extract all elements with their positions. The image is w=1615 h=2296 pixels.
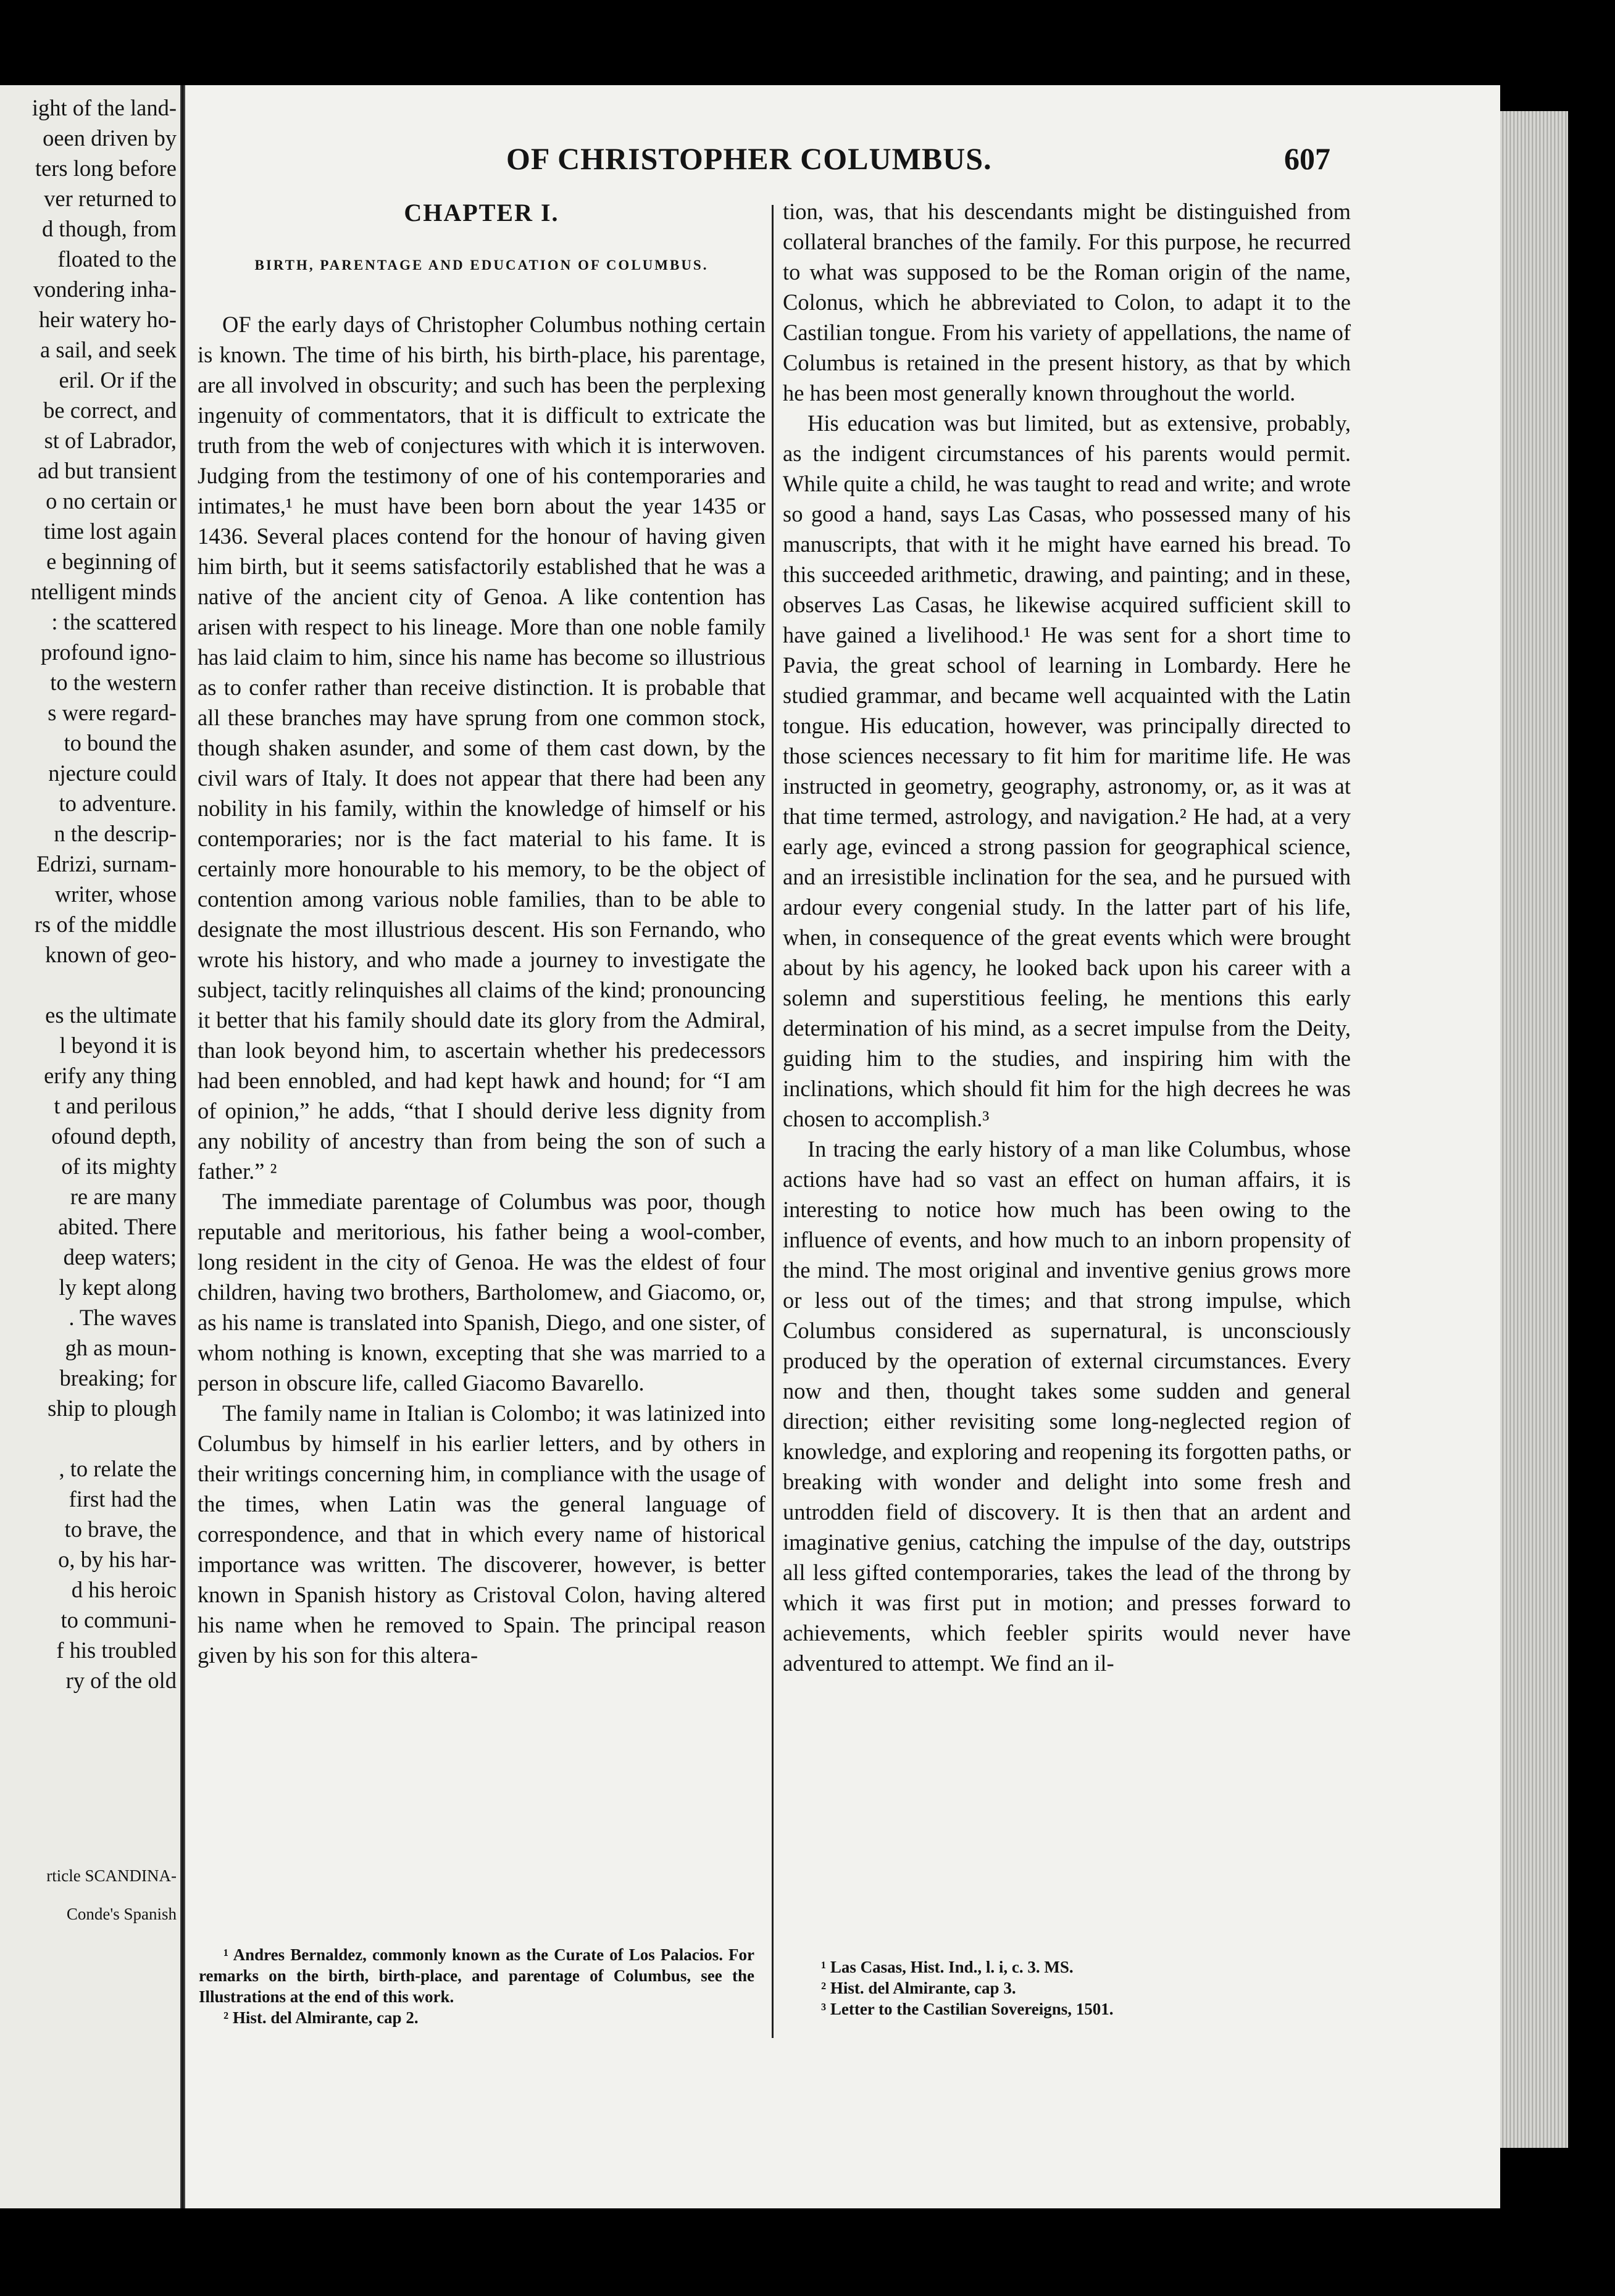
previous-page-line: deep waters; bbox=[63, 1244, 177, 1270]
footnotes-right bbox=[796, 1957, 1352, 2019]
paragraph: His education was but limited, but as extensive, probably, as the indigent circumstances of his parents would permit. While quite a child, he was taught to read and write; and wrote so good a hand, says Las Casas, who possessed many of his manuscripts, that with it he might have earned his bread. To this succeeded arithmetic, drawing, and painting; and in these, observes Las Casas, he likewise acquired sufficient skill to have gained a livelihood.¹ He was sent for a short time to Pavia, the great school of learning in Lombardy. Here he studied grammar, and became well acquainted with the Latin tongue. His education, however, was principally directed to those sciences necessary to fit him for maritime life. He was instructed in geometry, geography, astronomy, or, as it was at that time termed, astrology, and navigation.² He had, at a very early age, evinced a strong passion for geographical science, and an irresistible inclination for the sea, and he pursued with ardour every congenial study. In the latter part of his life, when, in consequence of the great events which were brought about by his agency, he looked back upon his career with a solemn and superstitious feeling, he mentions this early determination of his mind, as a secret impulse from the Deity, guiding him to the studies, and inspiring him with the inclinations, which should fit him for the high decrees he was chosen to accomplish.³ bbox=[783, 410, 1351, 1131]
text-column-right bbox=[783, 196, 1351, 1678]
previous-page-line: es the ultimate bbox=[45, 1002, 177, 1028]
column-rule bbox=[772, 205, 774, 2038]
previous-page-gap bbox=[0, 1423, 177, 1454]
previous-page-line: ver returned to bbox=[44, 186, 177, 211]
paragraph: OF the early days of Christopher Columbus nothing certain is known. The time of his birth, his birth-place, his parentage, are all involved in obscurity; and such has been the perplexing ingenuity of commentators, that it is difficult to extricate the truth from the web of conjectures with which it is interwoven. Judging from the testimony of one of his contemporaries and intimates,¹ he must have been born about the year 1435 or 1436. Several places contend for the honour of having given him birth, but it seems satisfactorily established that he was a native of the ancient city of Genoa. A like contention has arisen with respect to his lineage. More than one noble family has laid claim to him, since his name has become so illustrious as to confer rather than receive distinction. It is probable that all these branches may have sprung from one common stock, though shaken asunder, and some of them cast down, by the civil wars of Italy. It does not appear that there had been any nobility in his family, within the knowledge of himself or his contemporaries; nor is the fact material to his fame. It is certainly more honourable to his memory, to be the object of contention among various noble families, than to be able to designate the most illustrious descent. His son Fernando, who wrote his history, and who made a journey to investigate the subject, tacitly relinquishes all claims of the kind; pronouncing it better that his family should date its glory from the Admiral, than look beyond him, to ascertain whether his predecessors had been ennobled, and had kept hawk and hound; for “I am of opinion,” he adds, “that I should derive less dignity from any nobility of ancestry than from being the son of such a father.” ² bbox=[198, 312, 766, 1184]
previous-page-line: vondering inha- bbox=[33, 277, 177, 302]
previous-page-line: ntelligent minds bbox=[30, 579, 177, 604]
previous-page-line: a sail, and seek bbox=[40, 337, 177, 362]
previous-page-line: gh as moun- bbox=[65, 1335, 177, 1360]
previous-page-line: ight of the land- bbox=[31, 95, 177, 120]
previous-page-line: ters long before bbox=[35, 156, 177, 181]
previous-page-line: abited. There bbox=[58, 1214, 177, 1239]
footnote: ² Hist. del Almirante, cap 3. bbox=[821, 1979, 1016, 1997]
previous-page-line: o no certain or bbox=[46, 488, 177, 514]
previous-page-line: breaking; for bbox=[59, 1365, 177, 1391]
paragraph: The family name in Italian is Colombo; it was latinized into Columbus by himself in his earlier letters, and by others in their writings concerning him, in compliance with the usage of the times, when Latin was the general language of correspondence, and that in which every name of historical importance was written. The discoverer, however, is better known in Spanish history as Cristoval Colon, having altered his name when he removed to Spain. The principal reason given by his son for this altera- bbox=[198, 1400, 766, 1668]
previous-page-line: time lost again bbox=[44, 518, 177, 544]
previous-page-line: profound igno- bbox=[41, 639, 177, 665]
running-head-title: OF CHRISTOPHER COLUMBUS. bbox=[506, 141, 992, 176]
previous-page-line: floated to the bbox=[57, 246, 177, 272]
previous-page-line: to communi- bbox=[61, 1607, 177, 1633]
previous-page-line: to bound the bbox=[64, 730, 177, 755]
previous-page-gap bbox=[0, 970, 177, 1000]
page-number: 607 bbox=[1284, 141, 1330, 176]
previous-page-line: erify any thing bbox=[44, 1063, 177, 1088]
paragraph: The immediate parentage of Columbus was poor, though reputable and meritorious, his father being a wool-comber, long resident in the city of Genoa. He was the eldest of four children, having two brothers, Bartholomew, and Giacomo, or, as his name is translated into Spanish, Diego, and one sister, of whom nothing is known, excepting that she was married to a person in obscure life, called Giacomo Bavarello. bbox=[198, 1189, 766, 1395]
previous-page-line: . The waves bbox=[69, 1305, 177, 1330]
footnote: ¹ Las Casas, Hist. Ind., l. i, c. 3. MS. bbox=[821, 1958, 1074, 1976]
previous-page-line: e beginning of bbox=[46, 549, 177, 574]
previous-page-line: ad but transient bbox=[37, 458, 177, 483]
previous-page-text bbox=[0, 93, 177, 1695]
previous-page-line: writer, whose bbox=[54, 881, 177, 907]
page-edges bbox=[1500, 111, 1568, 2148]
previous-page-line: st of Labrador, bbox=[44, 428, 177, 453]
chapter-title: CHAPTER I. bbox=[404, 199, 559, 227]
previous-page-line: to brave, the bbox=[64, 1516, 177, 1542]
paragraph: tion, was, that his descendants might be distinguished from collateral branches of the family. For this purpose, he recurred to what was supposed to be the Roman origin of the name, Colonus, which he abbreviated to Colon, to adapt it to the Castilian tongue. From his variety of appellations, the name of Columbus is retained in the present history, as that by which he has been most generally known throughout the world. bbox=[783, 199, 1351, 406]
previous-page-line: l beyond it is bbox=[59, 1033, 177, 1058]
previous-page-line: heir watery ho- bbox=[39, 307, 177, 332]
chapter-subtitle: BIRTH, PARENTAGE AND EDUCATION OF COLUMBUS. bbox=[254, 257, 709, 273]
previous-page-line: rs of the middle bbox=[34, 912, 177, 937]
previous-page-line: known of geo- bbox=[45, 942, 177, 967]
previous-page-line: ship to plough bbox=[48, 1395, 177, 1421]
previous-page-line: be correct, and bbox=[43, 397, 177, 423]
previous-page-line: n the descrip- bbox=[54, 821, 177, 846]
previous-page-line: njecture could bbox=[48, 760, 177, 786]
previous-page-line: Edrizi, surnam- bbox=[36, 851, 177, 876]
paragraph: In tracing the early history of a man like Columbus, whose actions have had so vast an effect on human affairs, it is interesting to notice how much has been owing to the influence of events, and how much to an inborn propensity of the mind. The most original and inventive genius grows more or less out of the times; and that strong impulse, which Columbus considered as supernatural, is unconsciously produced by the operation of external circumstances. Every now and then, thought takes some sudden and general direction; either revisiting some long-neglected region of knowledge, and exploring and reopening its forgotten paths, or breaking with wonder and delight into some fresh and untrodden field of discovery. It is then that an ardent and imaginative genius, catching the impulse of the day, outstrips all less gifted contemporaries, takes the lead of the throng by which it was first put in motion; and presses forward to achievements, which feebler spirits would never have adventured to attempt. We find an il- bbox=[783, 1136, 1351, 1676]
previous-page-line: d though, from bbox=[42, 216, 177, 241]
previous-page-line: s were regard- bbox=[48, 700, 177, 725]
previous-page-footnote: rticle SCANDINA- bbox=[46, 1866, 177, 1885]
previous-page-line: o, by his har- bbox=[58, 1547, 177, 1572]
previous-page-line: of its mighty bbox=[61, 1154, 177, 1179]
footnotes-left bbox=[199, 1944, 754, 2028]
footnote: ¹ Andres Bernaldez, commonly known as the Curate of Los Palacios. For remarks on the birth, birth-place, and parentage of Columbus, see the Illustrations at the end of this work. bbox=[199, 1945, 754, 2006]
previous-page-line: to the western bbox=[50, 670, 177, 695]
previous-page-line: to adventure. bbox=[59, 791, 177, 816]
footnote: ³ Letter to the Castilian Sovereigns, 1501. bbox=[821, 2000, 1114, 2018]
previous-page-line: f his troubled bbox=[56, 1637, 177, 1663]
previous-page-footnotes bbox=[0, 1857, 177, 1933]
previous-page-line: re are many bbox=[70, 1184, 177, 1209]
previous-page-line: eril. Or if the bbox=[59, 367, 177, 393]
previous-page-line: ry of the old bbox=[65, 1668, 177, 1693]
previous-page-line: oeen driven by bbox=[43, 125, 177, 151]
previous-page-line: ly kept along bbox=[59, 1275, 177, 1300]
previous-page-line: ofound depth, bbox=[51, 1123, 177, 1149]
footnote: ² Hist. del Almirante, cap 2. bbox=[223, 2008, 419, 2027]
previous-page-line: d his heroic bbox=[71, 1577, 177, 1602]
previous-page-line: t and perilous bbox=[54, 1093, 177, 1118]
previous-page-line: first had the bbox=[69, 1486, 177, 1512]
book-gutter bbox=[180, 85, 185, 2208]
previous-page-footnote: Conde's Spanish bbox=[66, 1905, 177, 1923]
text-column-left bbox=[198, 198, 766, 1670]
previous-page-line: : the scattered bbox=[51, 609, 177, 634]
previous-page-line: , to relate the bbox=[59, 1456, 177, 1481]
